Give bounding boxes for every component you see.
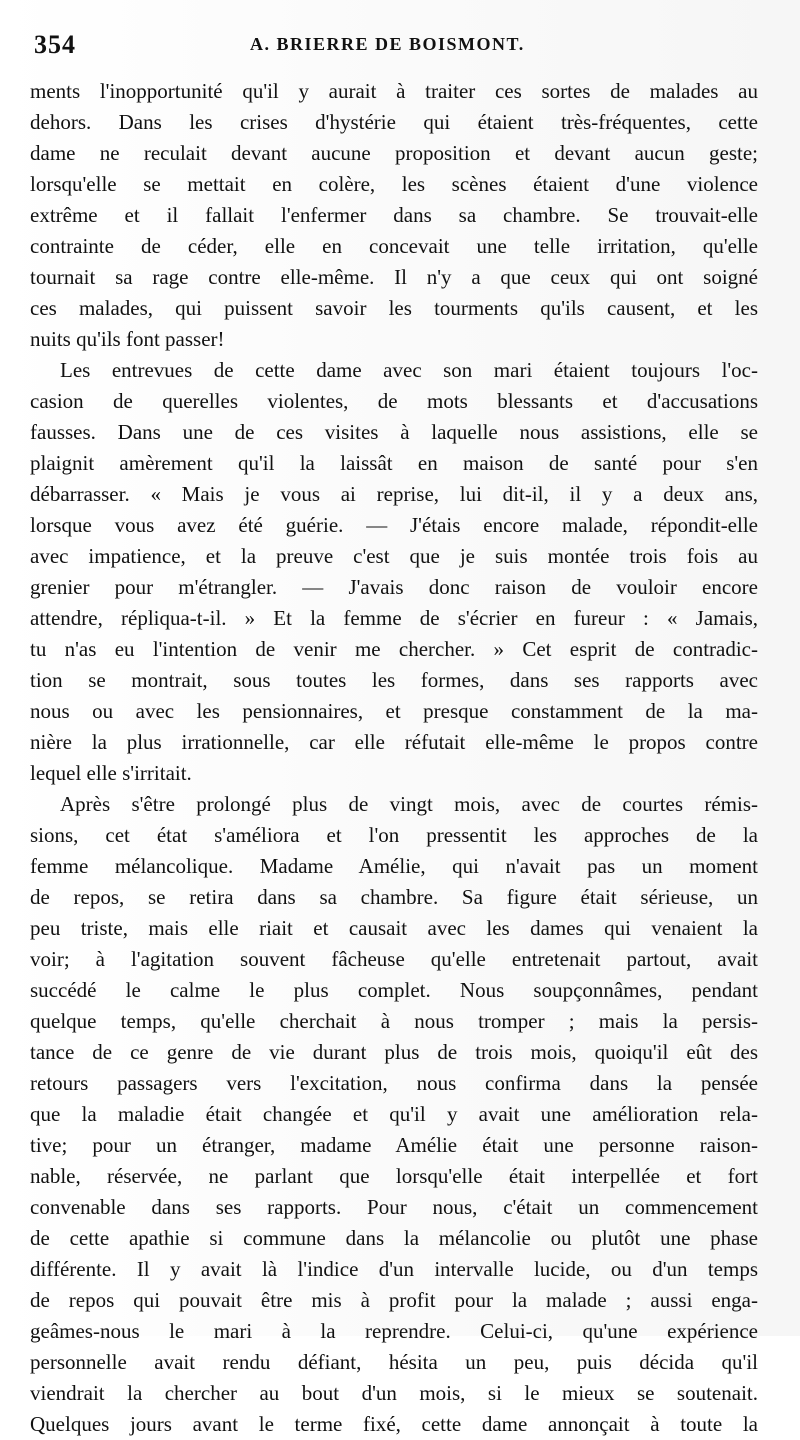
text-line: tournait sa rage contre elle-même. Il n'y a que ceux qui ont soigné — [30, 265, 758, 289]
page-number: 354 — [34, 30, 76, 59]
text-line: nous ou avec les pensionnaires, et presque constamment de la ma- — [30, 699, 758, 723]
text-line: convenable dans ses rapports. Pour nous, c'était un commencement — [30, 1195, 758, 1219]
text-line: grenier pour m'étrangler. — J'avais donc raison de vouloir encore — [30, 575, 758, 599]
text-line: ments l'inopportunité qu'il y aurait à traiter ces sortes de malades au — [30, 79, 758, 103]
text-line: contrainte de céder, elle en concevait une telle irritation, qu'elle — [30, 234, 758, 258]
text-line: tance de ce genre de vie durant plus de trois mois, quoiqu'il eût des — [30, 1040, 758, 1064]
text-line: dehors. Dans les crises d'hystérie qui étaient très-fréquentes, cette — [30, 110, 758, 134]
text-line: que la maladie était changée et qu'il y avait une amélioration rela- — [30, 1102, 758, 1126]
text-line: de repos qui pouvait être mis à profit pour la malade ; aussi enga- — [30, 1288, 758, 1312]
text-line: tion se montrait, sous toutes les formes, dans ses rapports avec — [30, 668, 758, 692]
page-header — [34, 30, 760, 64]
text-line: viendrait la chercher au bout d'un mois, si le mieux se soutenait. — [30, 1381, 758, 1405]
text-line: de cette apathie si commune dans la mélancolie ou plutôt une phase — [30, 1226, 758, 1250]
text-line: retours passagers vers l'excitation, nous confirma dans la pensée — [30, 1071, 758, 1095]
text-line: débarrasser. « Mais je vous ai reprise, lui dit-il, il y a deux ans, — [30, 482, 758, 506]
text-line: nuits qu'ils font passer! — [30, 327, 225, 351]
text-line: Quelques jours avant le terme fixé, cette dame annonçait à toute la — [30, 1412, 758, 1436]
running-head: A. BRIERRE DE BOISMONT. — [250, 34, 525, 54]
text-line: plaignit amèrement qu'il la laissât en maison de santé pour s'en — [30, 451, 758, 475]
text-line: geâmes-nous le mari à la reprendre. Celui-ci, qu'une expérience — [30, 1319, 758, 1343]
text-line: succédé le calme le plus complet. Nous soupçonnâmes, pendant — [30, 978, 758, 1002]
text-line: quelque temps, qu'elle cherchait à nous tromper ; mais la persis- — [30, 1009, 758, 1033]
text-line: lequel elle s'irritait. — [30, 761, 192, 785]
text-line: ces malades, qui puissent savoir les tourments qu'ils causent, et les — [30, 296, 758, 320]
text-line: avec impatience, et la preuve c'est que je suis montée trois fois au — [30, 544, 758, 568]
text-line: fausses. Dans une de ces visites à laquelle nous assistions, elle se — [30, 420, 758, 444]
text-line: différente. Il y avait là l'indice d'un intervalle lucide, ou d'un temps — [30, 1257, 758, 1281]
text-line: tive; pour un étranger, madame Amélie était une personne raison- — [30, 1133, 758, 1157]
text-line: personnelle avait rendu défiant, hésita un peu, puis décida qu'il — [30, 1350, 758, 1374]
body-text — [30, 76, 758, 1436]
text-line: Les entrevues de cette dame avec son mari étaient toujours l'oc- — [60, 358, 758, 382]
text-line: casion de querelles violentes, de mots blessants et d'accusations — [30, 389, 758, 413]
text-line: Après s'être prolongé plus de vingt mois, avec de courtes rémis- — [60, 792, 758, 816]
text-line: de repos, se retira dans sa chambre. Sa figure était sérieuse, un — [30, 885, 758, 909]
text-line: voir; à l'agitation souvent fâcheuse qu'elle entretenait partout, avait — [30, 947, 758, 971]
text-line: extrême et il fallait l'enfermer dans sa chambre. Se trouvait-elle — [30, 203, 758, 227]
text-line: attendre, répliqua-t-il. » Et la femme de s'écrier en fureur : « Jamais, — [30, 606, 758, 630]
text-line: peu triste, mais elle riait et causait avec les dames qui venaient la — [30, 916, 758, 940]
text-line: lorsqu'elle se mettait en colère, les scènes étaient d'une violence — [30, 172, 758, 196]
text-line: tu n'as eu l'intention de venir me chercher. » Cet esprit de contradic- — [30, 637, 758, 661]
text-line: nable, réservée, ne parlant que lorsqu'elle était interpellée et fort — [30, 1164, 758, 1188]
text-line: lorsque vous avez été guérie. — J'étais encore malade, répondit-elle — [30, 513, 758, 537]
text-line: dame ne reculait devant aucune proposition et devant aucun geste; — [30, 141, 758, 165]
text-line: sions, cet état s'améliora et l'on pressentit les approches de la — [30, 823, 758, 847]
text-line: nière la plus irrationnelle, car elle réfutait elle-même le propos contre — [30, 730, 758, 754]
text-line: femme mélancolique. Madame Amélie, qui n'avait pas un moment — [30, 854, 758, 878]
